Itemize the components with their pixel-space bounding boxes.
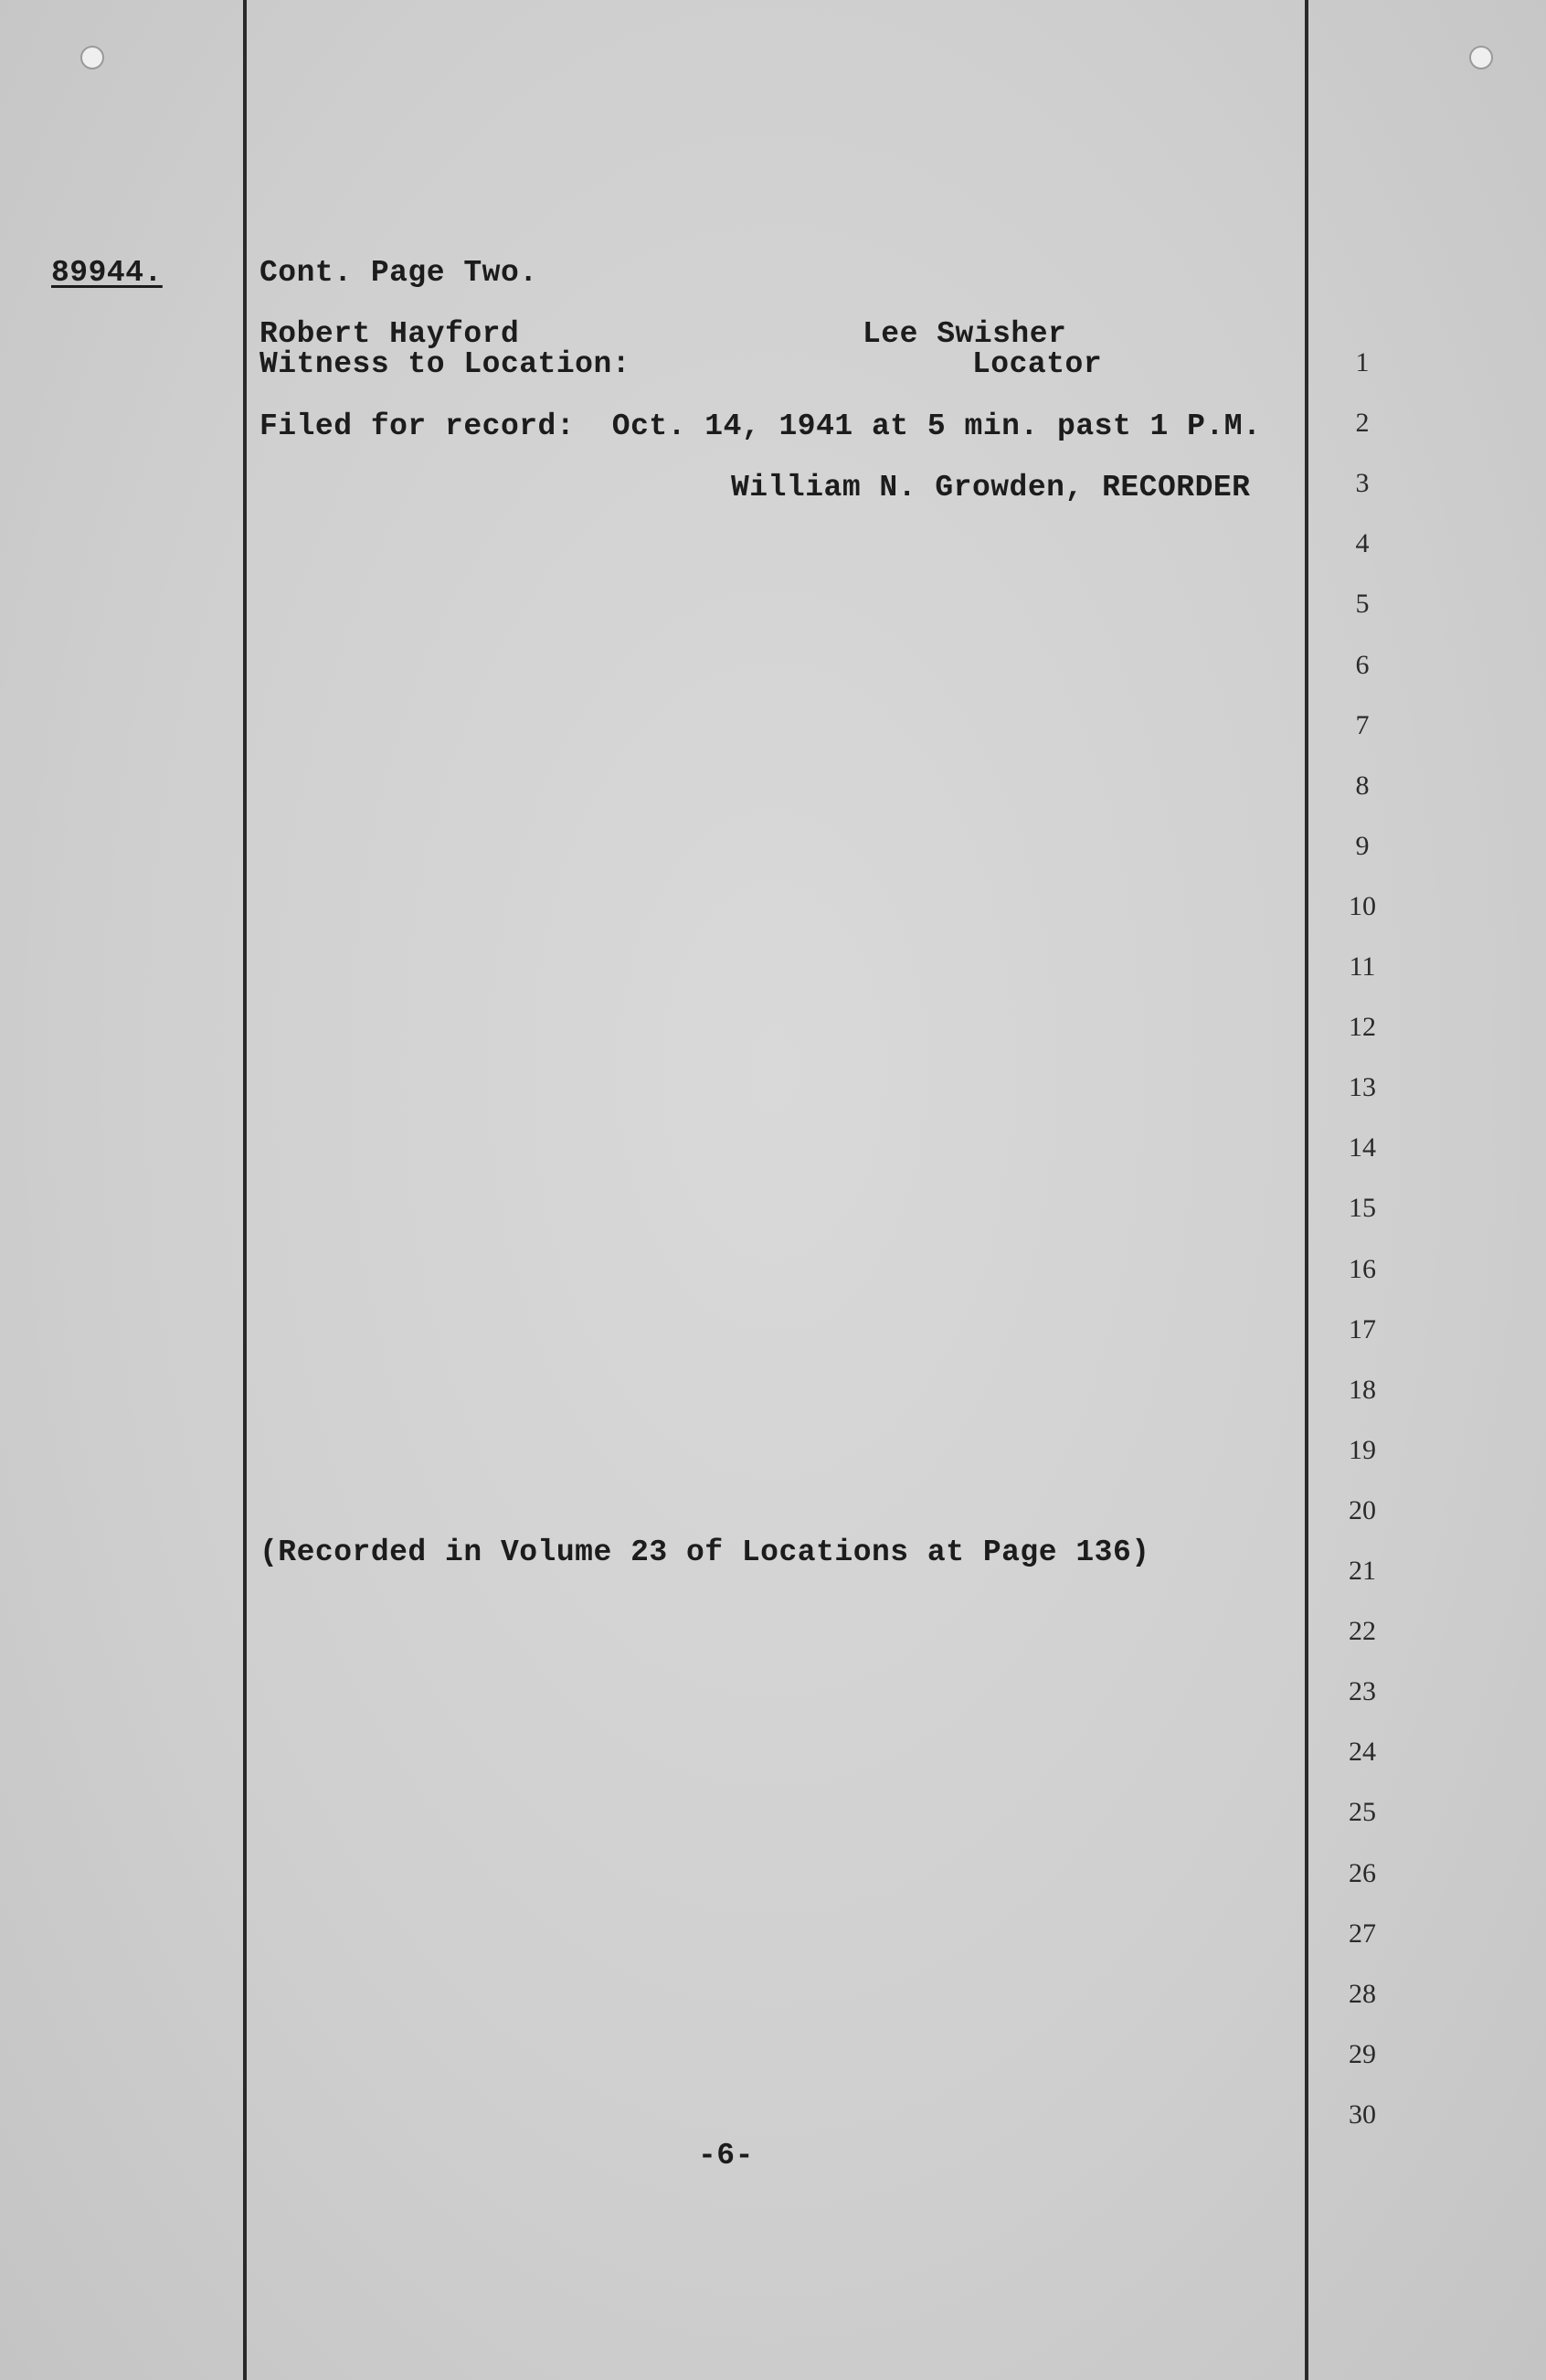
- line-number: 9: [1355, 830, 1370, 861]
- line-number: 3: [1355, 468, 1370, 499]
- punch-hole-left: [80, 46, 104, 69]
- line-number: 16: [1349, 1253, 1376, 1284]
- punch-hole-right: [1469, 46, 1493, 69]
- line-number: 29: [1349, 2038, 1376, 2069]
- line-number: 14: [1349, 1132, 1376, 1163]
- witness-name: Robert Hayford: [259, 317, 520, 351]
- document-number: 89944.: [51, 256, 163, 290]
- line-number: 22: [1349, 1616, 1376, 1647]
- line-number: 24: [1349, 1737, 1376, 1768]
- line-number: 15: [1349, 1193, 1376, 1224]
- line-number: 13: [1349, 1072, 1376, 1103]
- line-number: 21: [1349, 1556, 1376, 1586]
- line-number: 1: [1355, 347, 1370, 377]
- witness-role: Witness to Location:: [259, 347, 631, 381]
- recorded-note: (Recorded in Volume 23 of Locations at Page 136): [259, 1535, 1150, 1569]
- line-number: 12: [1349, 1012, 1376, 1043]
- line-number: 7: [1355, 709, 1370, 740]
- line-number: 11: [1349, 951, 1376, 982]
- continuation-header: Cont. Page Two.: [259, 256, 538, 290]
- line-number: 4: [1355, 528, 1370, 559]
- line-number: 23: [1349, 1676, 1376, 1707]
- line-number: 17: [1349, 1313, 1376, 1344]
- line-number: 20: [1349, 1494, 1376, 1525]
- line-number: 5: [1355, 589, 1370, 620]
- line-number: 27: [1349, 1918, 1376, 1949]
- line-number: 10: [1349, 890, 1376, 921]
- line-number: 28: [1349, 1978, 1376, 2009]
- locator-name: Lee Swisher: [863, 317, 1067, 351]
- line-number: 26: [1349, 1857, 1376, 1888]
- recorder-signature: William N. Growden, RECORDER: [731, 471, 1251, 505]
- left-margin-rule: [243, 0, 247, 2380]
- filed-for-record: Filed for record: Oct. 14, 1941 at 5 min. past 1 P.M.: [259, 409, 1262, 443]
- line-number: 30: [1349, 2098, 1376, 2130]
- right-margin-rule: [1305, 0, 1308, 2380]
- line-number: 18: [1349, 1374, 1376, 1405]
- line-number: 6: [1355, 649, 1370, 680]
- line-number: 19: [1349, 1434, 1376, 1465]
- line-number: 8: [1355, 770, 1370, 801]
- locator-role: Locator: [972, 347, 1103, 381]
- line-number: 25: [1349, 1797, 1376, 1828]
- line-number: 2: [1355, 408, 1370, 439]
- page-number: -6-: [698, 2139, 754, 2173]
